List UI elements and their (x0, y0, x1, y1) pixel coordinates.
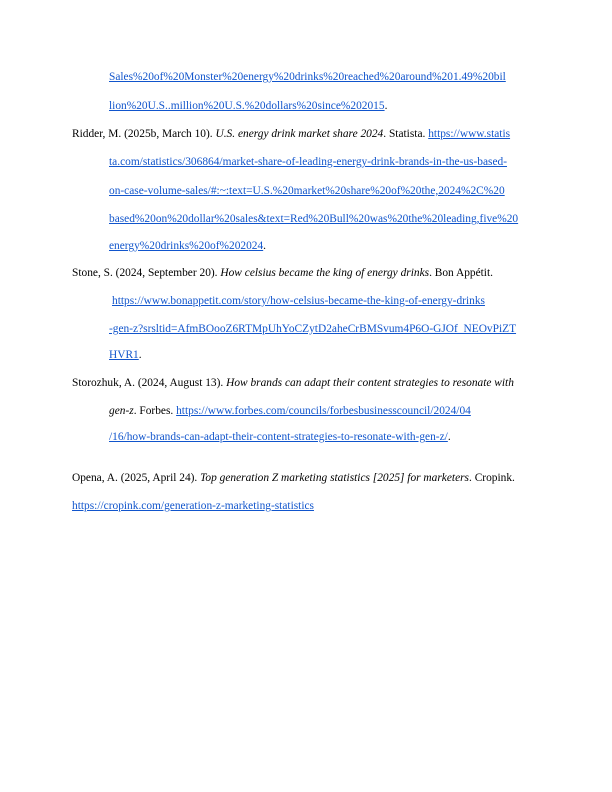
monster-sales-link[interactable]: Sales%20of%20Monster%20energy%20drinks%20reached%20around%201.49%20bil (109, 71, 506, 83)
storozhuk-link-cont-2[interactable]: /16/how-brands-can-adapt-their-content-strategies-to-resonate-with-gen-z/ (109, 431, 448, 443)
period: . (263, 240, 267, 252)
reference-storozhuk (72, 376, 514, 390)
opena-title: Top generation Z marketing statistics [2025] for marketers (200, 472, 469, 484)
storozhuk-publisher: . Forbes. (133, 405, 177, 417)
opena-link[interactable]: https://cropink.com/generation-z-marketing-statistics (72, 500, 314, 512)
ridder-link-cont-3[interactable]: on-case-volume-sales/#:~:text=U.S.%20market%20share%20of%20the,2024%2C%20 (109, 185, 505, 197)
monster-sales-link-cont[interactable]: lion%20U.S..million%20U.S.%20dollars%20since%202015 (109, 100, 385, 112)
storozhuk-title-cont: gen-z (109, 405, 134, 417)
stone-link-line3 (109, 348, 142, 362)
ridder-link-line3 (109, 184, 505, 198)
reference-continuation (109, 70, 506, 84)
storozhuk-link[interactable]: https://www.forbes.com/councils/forbesbusinesscouncil/2024/04 (176, 405, 471, 417)
ridder-publisher: . Statista. (383, 128, 429, 140)
stone-author-date: Stone, S. (2024, September 20). (72, 267, 221, 279)
storozhuk-line3 (109, 430, 451, 444)
ridder-link-cont-4[interactable]: based%20on%20dollar%20sales&text=Red%20Bull%20was%20the%20leading,five%20 (109, 213, 519, 225)
period: . (447, 431, 451, 443)
ridder-link[interactable]: https://www.statis (428, 128, 511, 140)
stone-publisher: . Bon Appétit. (429, 267, 493, 279)
opena-publisher: . Cropink. (469, 472, 515, 484)
stone-link-cont-2[interactable]: -gen-z?srsltid=AfmBOooZ6RTMpUhYoCZytD2aheCrBMSvum4P6O-GJOf_NEOvPiZT (109, 323, 517, 335)
reference-stone (72, 266, 493, 280)
period: . (384, 100, 388, 112)
ridder-author-date: Ridder, M. (2025b, March 10). (72, 128, 216, 140)
ridder-link-line4 (109, 212, 518, 226)
storozhuk-line2 (109, 404, 471, 418)
ridder-link-line2 (109, 155, 507, 169)
stone-link-line2 (109, 322, 516, 336)
stone-link[interactable]: https://www.bonappetit.com/story/how-celsius-became-the-king-of-energy-drinks (112, 295, 485, 307)
reference-opena (72, 471, 515, 485)
period: . (138, 349, 142, 361)
stone-link-cont-3[interactable]: HVR1 (109, 349, 139, 361)
stone-link-line1 (112, 294, 485, 308)
storozhuk-title: How brands can adapt their content strategies to resonate with (226, 377, 514, 389)
reference-ridder (72, 127, 510, 141)
reference-continuation-line2 (109, 99, 387, 113)
ridder-link-cont-2[interactable]: ta.com/statistics/306864/market-share-of-leading-energy-drink-brands-in-the-us-based- (109, 156, 508, 168)
storozhuk-author-date: Storozhuk, A. (2024, August 13). (72, 377, 227, 389)
ridder-link-cont-5[interactable]: energy%20drinks%20of%202024 (109, 240, 264, 252)
opena-line2 (72, 499, 314, 513)
stone-title: How celsius became the king of energy drinks (220, 267, 430, 279)
opena-author-date: Opena, A. (2025, April 24). (72, 472, 201, 484)
ridder-title: U.S. energy drink market share 2024 (215, 128, 384, 140)
ridder-link-line5 (109, 239, 266, 253)
